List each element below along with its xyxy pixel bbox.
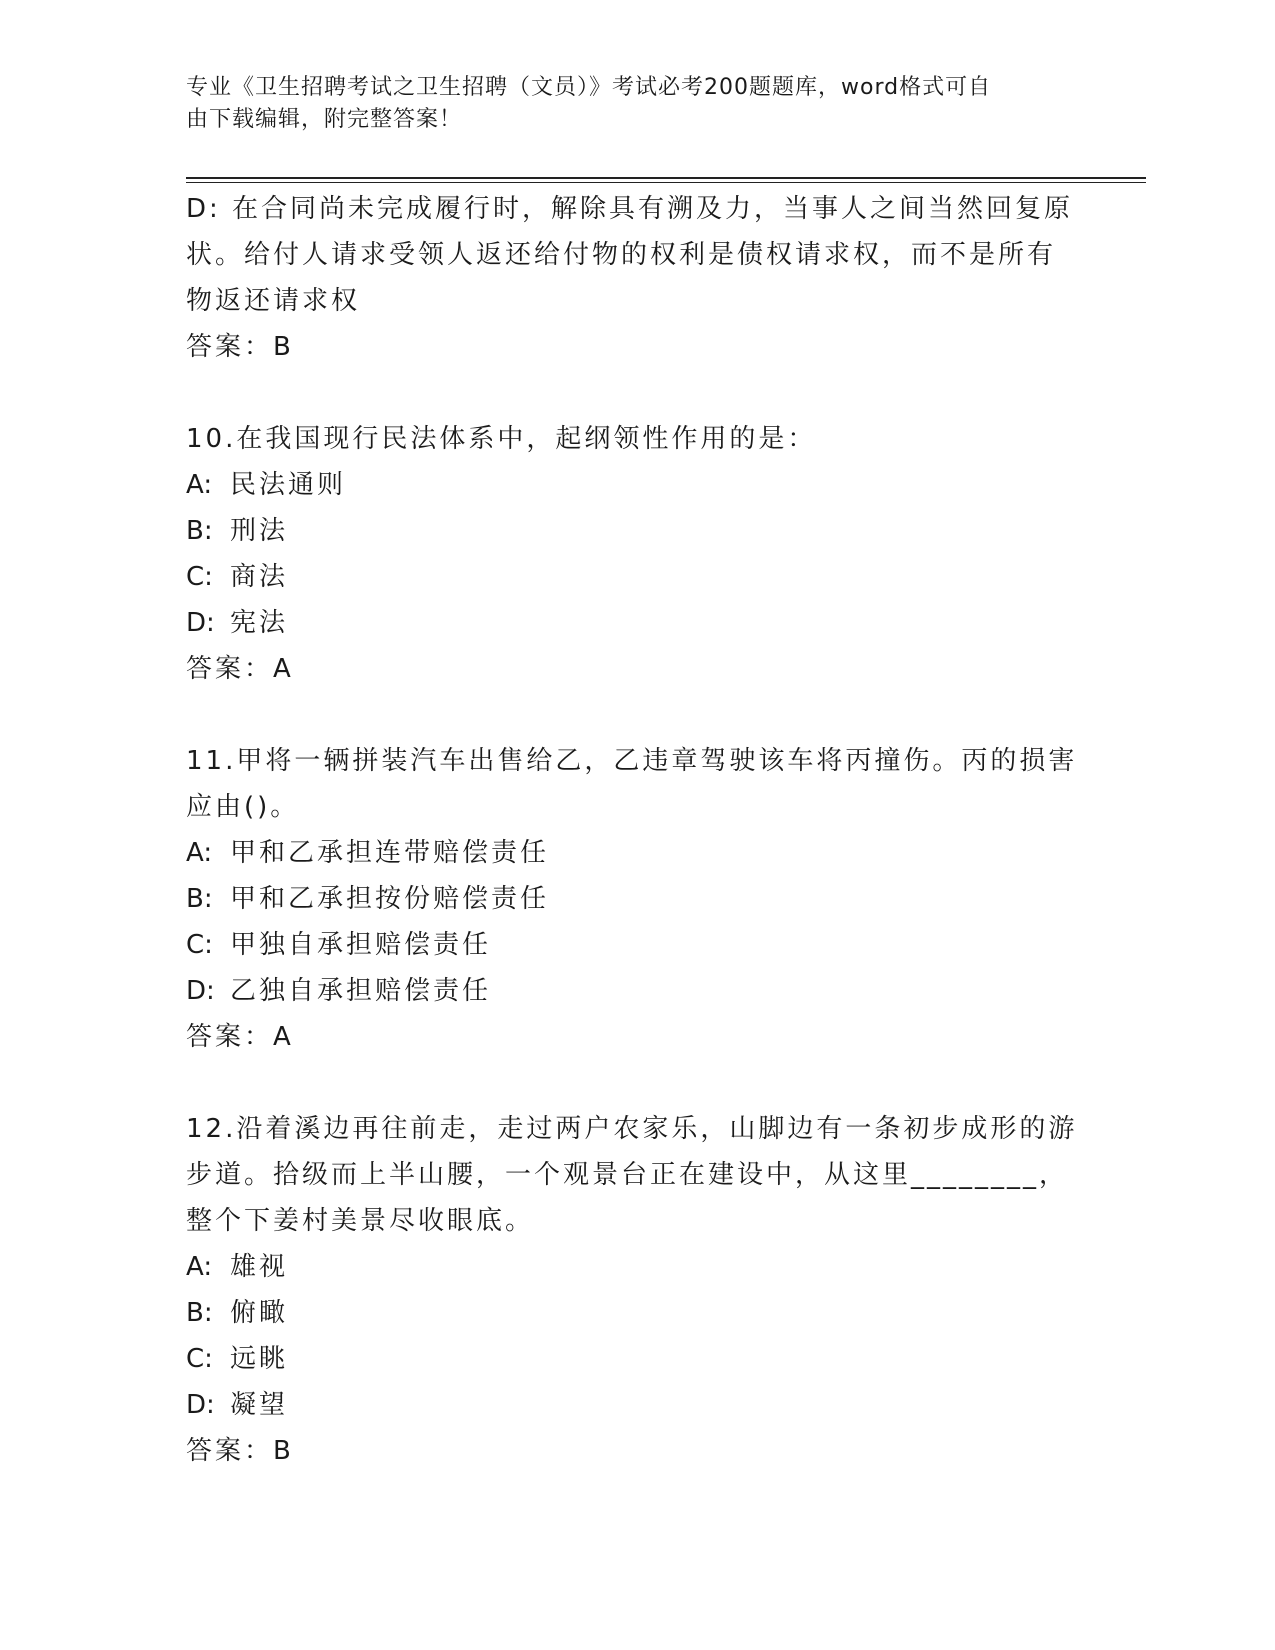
spacer <box>186 370 1076 416</box>
question-stem: 10.在我国现行民法体系中，起纲领性作用的是： <box>186 424 817 454</box>
previous-question-tail <box>186 186 1076 370</box>
option-c <box>186 554 1076 600</box>
option-text: 甲和乙承担连带赔偿责任 <box>230 838 550 868</box>
option-letter: D: <box>186 976 215 1006</box>
option-letter: A: <box>186 1252 213 1282</box>
option-b <box>186 876 1076 922</box>
option-text: 俯瞰 <box>230 1298 289 1328</box>
option-letter: D: <box>186 608 215 638</box>
option-text-line: D: 在合同尚未完成履行时，解除具有溯及力，当事人之间当然回复原 <box>186 194 1074 224</box>
option-a <box>186 462 1076 508</box>
option-letter: C: <box>186 930 213 960</box>
option-text: 刑法 <box>230 516 289 546</box>
option-a <box>186 1244 1076 1290</box>
option-text-line: 状。给付人请求受领人返还给付物的权利是债权请求权，而不是所有 <box>186 240 1057 270</box>
option-text: 民法通则 <box>230 470 347 500</box>
question-content <box>186 186 1076 1474</box>
option-text-line: 物返还请求权 <box>186 286 361 316</box>
option-text: 乙独自承担赔偿责任 <box>230 976 492 1006</box>
option-text: 宪法 <box>230 608 289 638</box>
option-letter: D: <box>186 1390 215 1420</box>
question-stem: 11.甲将一辆拼装汽车出售给乙，乙违章驾驶该车将丙撞伤。丙的损害 <box>186 746 1078 776</box>
option-b <box>186 508 1076 554</box>
option-d <box>186 1382 1076 1428</box>
option-letter: B: <box>186 884 213 914</box>
answer-line: 答案：A <box>186 654 294 684</box>
question-stem: 12.沿着溪边再往前走，走过两户农家乐，山脚边有一条初步成形的游 <box>186 1114 1078 1144</box>
question-stem: 应由()。 <box>186 792 300 822</box>
option-c <box>186 922 1076 968</box>
option-d <box>186 968 1076 1014</box>
option-b <box>186 1290 1076 1336</box>
question-stem: 整个下姜村美景尽收眼底。 <box>186 1206 535 1236</box>
option-text: 甲和乙承担按份赔偿责任 <box>230 884 550 914</box>
option-text: 商法 <box>230 562 289 592</box>
header-line-1: 专业《卫生招聘考试之卫生招聘（文员）》考试必考200题题库，word格式可自 <box>186 75 992 100</box>
question-12 <box>186 1106 1076 1474</box>
answer-line: 答案：B <box>186 332 294 362</box>
option-letter: B: <box>186 1298 213 1328</box>
option-text: 远眺 <box>230 1344 289 1374</box>
option-letter: A: <box>186 470 213 500</box>
question-stem: 步道。拾级而上半山腰，一个观景台正在建设中，从这里________， <box>186 1160 1069 1190</box>
answer-line: 答案：A <box>186 1022 294 1052</box>
option-d <box>186 600 1076 646</box>
question-10 <box>186 416 1076 692</box>
document-header <box>186 72 1066 136</box>
header-line-2: 由下载编辑，附完整答案！ <box>186 107 463 132</box>
option-letter: C: <box>186 1344 213 1374</box>
option-c <box>186 1336 1076 1382</box>
option-letter: A: <box>186 838 213 868</box>
spacer <box>186 692 1076 738</box>
option-text: 甲独自承担赔偿责任 <box>230 930 492 960</box>
answer-line: 答案：B <box>186 1436 294 1466</box>
option-a <box>186 830 1076 876</box>
header-divider-thick <box>186 177 1146 179</box>
header-divider-thin <box>186 182 1146 183</box>
option-letter: C: <box>186 562 213 592</box>
option-letter: B: <box>186 516 213 546</box>
spacer <box>186 1060 1076 1106</box>
option-text: 凝望 <box>230 1390 289 1420</box>
option-text: 雄视 <box>230 1252 289 1282</box>
question-11 <box>186 738 1076 1060</box>
